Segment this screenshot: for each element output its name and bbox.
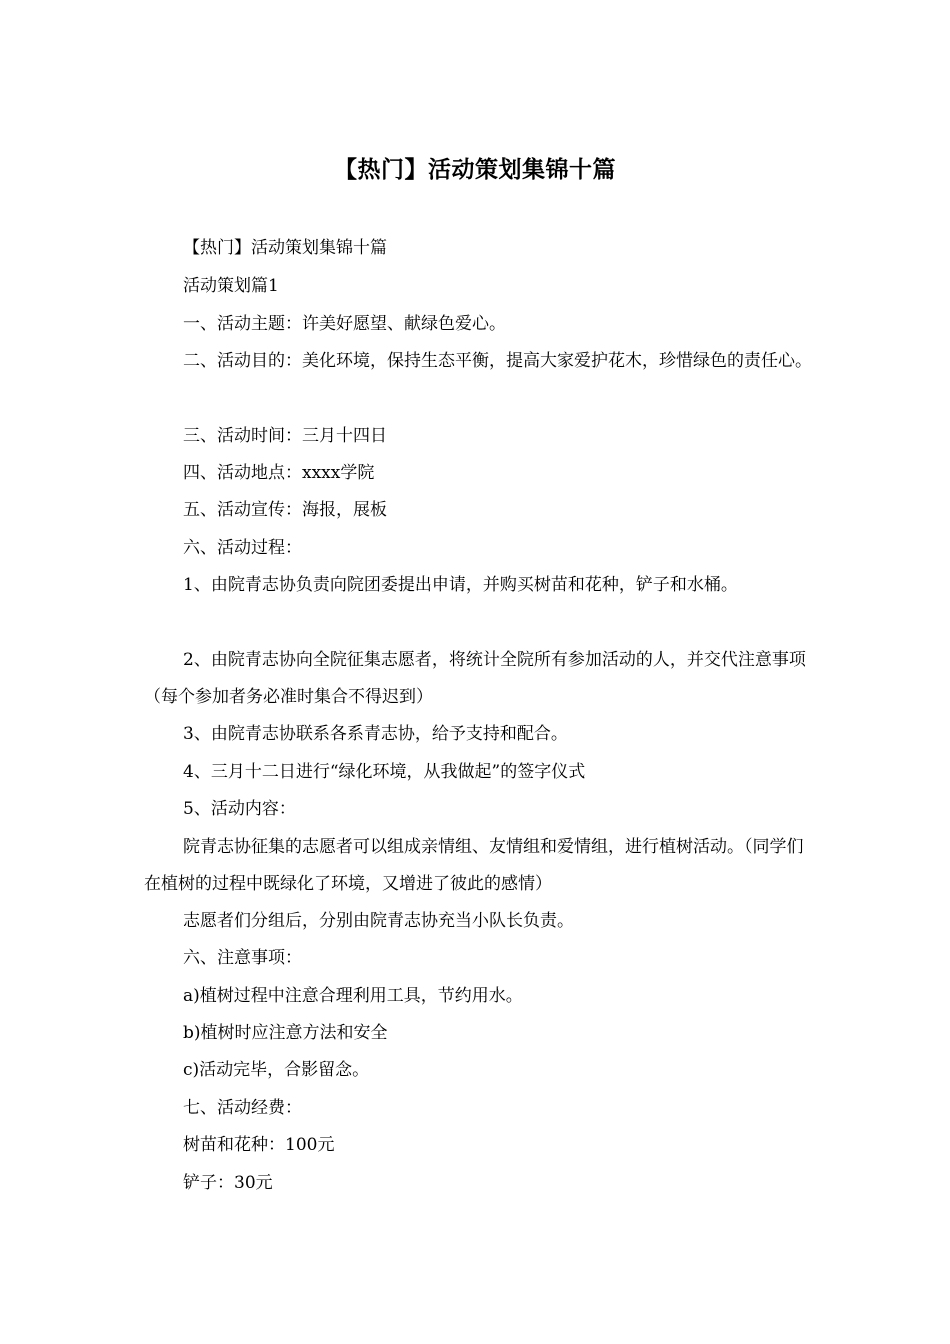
paragraph-step-3: 3、由院青志协联系各系青志协，给予支持和配合。 [183,724,568,744]
paragraph-budget-seedlings: 树苗和花种：100元 [183,1135,335,1155]
paragraph-theme: 一、活动主题：许美好愿望、献绿色爱心。 [183,314,506,334]
paragraph-activity-content: 院青志协征集的志愿者可以组成亲情组、友情组和爱情组，进行植树活动。（同学们在植树的过程中既绿化了环境，又增进了彼此的感情） [144,837,804,894]
paragraph-note-b: b)植树时应注意方法和安全 [183,1023,388,1043]
paragraph-step-1: 1、由院青志协负责向院团委提出申请，并购买树苗和花种，铲子和水桶。 [183,575,738,595]
paragraph-notes-heading: 六、注意事项： [183,948,302,968]
paragraph-location: 四、活动地点：xxxx学院 [183,463,375,483]
paragraph-time: 三、活动时间：三月十四日 [183,426,387,446]
paragraph-step-2: 2、由院青志协向全院征集志愿者，将统计全院所有参加活动的人，并交代注意事项（每个参加者务必准时集合不得迟到） [144,650,806,707]
paragraph-budget-shovels: 铲子：30元 [183,1173,273,1193]
paragraph-subtitle: 【热门】活动策划集锦十篇 [183,238,387,258]
paragraph-note-c: c)活动完毕，合影留念。 [183,1060,370,1080]
paragraph-budget-heading: 七、活动经费： [183,1098,302,1118]
paragraph-step-5: 5、活动内容： [183,799,296,819]
paragraph-process-heading: 六、活动过程： [183,538,302,558]
paragraph-promotion: 五、活动宣传：海报，展板 [183,500,387,520]
paragraph-step-4: 4、三月十二日进行“绿化环境，从我做起”的签字仪式 [183,762,586,782]
document-title: 【热门】活动策划集锦十篇 [334,157,616,183]
paragraph-note-a: a)植树过程中注意合理利用工具，节约用水。 [183,986,523,1006]
paragraph-purpose: 二、活动目的：美化环境，保持生态平衡，提高大家爱护花木，珍惜绿色的责任心。 [183,351,812,371]
paragraph-groups: 志愿者们分组后，分别由院青志协充当小队长负责。 [183,911,574,931]
paragraph-section-heading: 活动策划篇1 [183,276,279,296]
